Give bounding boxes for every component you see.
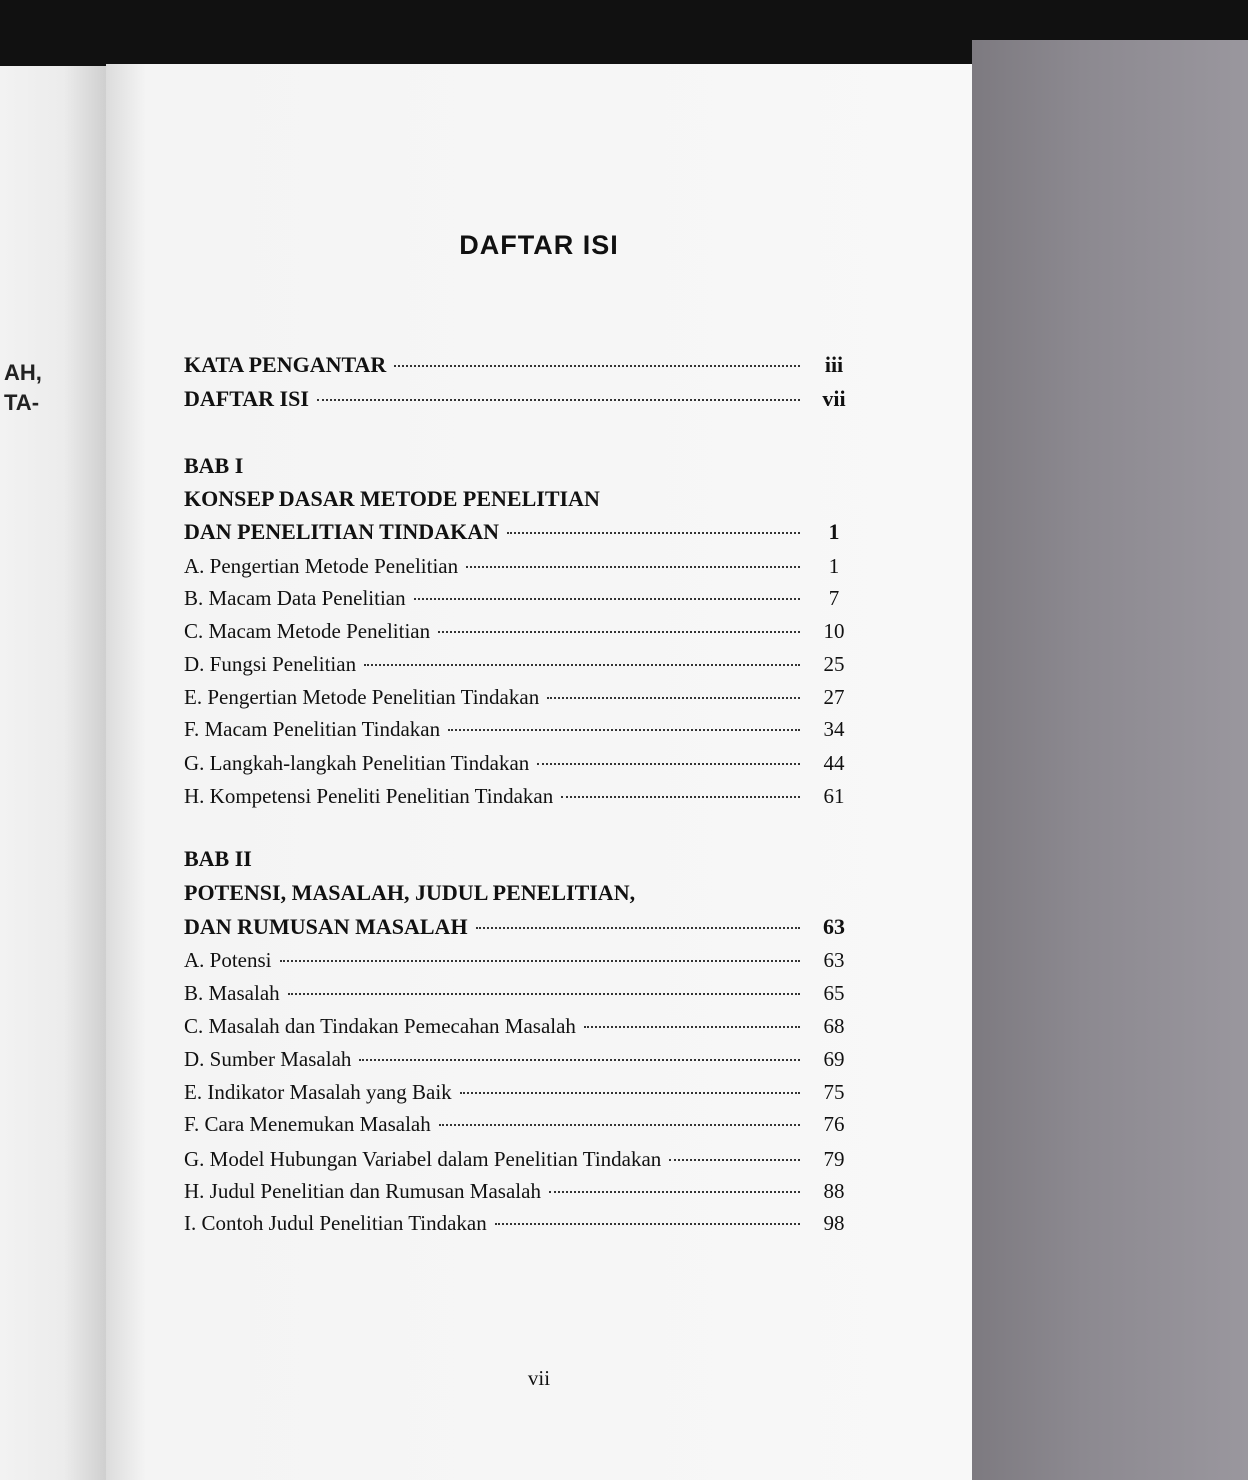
chapter-title-line2: DAN RUMUSAN MASALAH (184, 914, 468, 939)
dot-leader (669, 1159, 800, 1161)
toc-entry (184, 784, 860, 809)
toc-page-number: 63 (823, 948, 845, 972)
toc-page-number: 34 (823, 717, 845, 741)
toc-label: E. Indikator Masalah yang Baik (184, 1080, 452, 1104)
toc-label: D. Sumber Masalah (184, 1047, 352, 1071)
dot-leader (280, 960, 800, 962)
dot-leader (439, 1124, 800, 1126)
dot-leader (466, 566, 800, 568)
left-page-edge (0, 66, 106, 1480)
toc-entry (184, 1147, 860, 1172)
toc-entry (184, 586, 860, 611)
chapter-label: BAB II (184, 846, 252, 871)
toc-page-number: 63 (823, 914, 845, 939)
toc-page-number: 27 (823, 685, 845, 709)
chapter-label: BAB I (184, 453, 244, 478)
dot-leader (549, 1191, 800, 1193)
toc-page-number: 69 (823, 1047, 845, 1071)
toc-label: H. Judul Penelitian dan Rumusan Masalah (184, 1179, 541, 1203)
toc-label: B. Masalah (184, 981, 280, 1005)
toc-entry-kata-pengantar (184, 352, 860, 378)
page-title: DAFTAR ISI (459, 230, 619, 260)
chapter-title-entry (184, 914, 860, 940)
toc-entry (184, 1179, 860, 1204)
toc-entry (184, 981, 860, 1006)
toc-page-number: vii (822, 386, 846, 411)
toc-entry (184, 948, 860, 973)
dot-leader (460, 1092, 800, 1094)
toc-entry (184, 1014, 860, 1039)
dot-leader (288, 993, 800, 995)
toc-label: C. Macam Metode Penelitian (184, 619, 431, 643)
toc-label: B. Macam Data Penelitian (184, 586, 406, 610)
toc-entry (184, 717, 860, 742)
toc-entry (184, 619, 860, 644)
toc-entry-daftar-isi (184, 386, 860, 412)
toc-label: KATA PENGANTAR (184, 352, 387, 377)
toc-page-number: 1 (828, 519, 840, 544)
toc-page-number: iii (824, 352, 844, 377)
toc-entry (184, 1080, 860, 1105)
chapter-title-line2: DAN PENELITIAN TINDAKAN (184, 519, 499, 544)
toc-label: A. Pengertian Metode Penelitian (184, 554, 459, 578)
chapter-title: POTENSI, MASALAH, JUDUL PENELITIAN, (184, 880, 636, 905)
dot-leader (317, 399, 800, 401)
toc-page-number: 88 (823, 1179, 845, 1203)
toc-page-number: 79 (823, 1147, 845, 1171)
toc-label: E. Pengertian Metode Penelitian Tindakan (184, 685, 540, 709)
right-background (972, 40, 1248, 1480)
toc-label: F. Macam Penelitian Tindakan (184, 717, 441, 741)
chapter-title-entry (184, 519, 860, 545)
dot-leader (507, 532, 800, 534)
toc-page-number: 7 (828, 586, 840, 610)
dot-leader (414, 598, 800, 600)
dot-leader (537, 763, 800, 765)
dot-leader (561, 796, 800, 798)
toc-page-number: 10 (823, 619, 845, 643)
toc-page-number: 98 (823, 1211, 845, 1235)
toc-entry (184, 1211, 860, 1236)
left-page-fragment (4, 358, 42, 418)
toc-label: F. Cara Menemukan Masalah (184, 1112, 431, 1136)
toc-label: G. Model Hubungan Variabel dalam Penelitian Tindakan (184, 1147, 662, 1171)
toc-page-number: 65 (823, 981, 845, 1005)
dot-leader (547, 697, 800, 699)
toc-label: D. Fungsi Penelitian (184, 652, 357, 676)
toc-entry (184, 652, 860, 677)
page-number: vii (527, 1366, 551, 1390)
toc-page-number: 1 (828, 554, 840, 578)
toc-entry (184, 1112, 860, 1137)
toc-entry (184, 554, 860, 579)
dot-leader (448, 729, 800, 731)
toc-entry (184, 1047, 860, 1072)
toc-page-number: 61 (823, 784, 845, 808)
toc-label: A. Potensi (184, 948, 272, 972)
dot-leader (476, 927, 800, 929)
toc-label: I. Contoh Judul Penelitian Tindakan (184, 1211, 487, 1235)
toc-page-number: 68 (823, 1014, 845, 1038)
toc-entry (184, 751, 860, 776)
toc-label: C. Masalah dan Tindakan Pemecahan Masalah (184, 1014, 576, 1038)
dot-leader (438, 631, 800, 633)
toc-entry (184, 685, 860, 710)
toc-label: DAFTAR ISI (184, 386, 309, 411)
dot-leader (584, 1026, 800, 1028)
toc-page-number: 75 (823, 1080, 845, 1104)
chapter-title: KONSEP DASAR METODE PENELITIAN (184, 486, 600, 511)
dot-leader (364, 664, 800, 666)
dot-leader (495, 1223, 800, 1225)
left-fragment-line: TA- (4, 390, 40, 415)
left-fragment-line: AH, (4, 360, 42, 385)
toc-page (106, 64, 972, 1480)
toc-label: G. Langkah-langkah Penelitian Tindakan (184, 751, 530, 775)
toc-page-number: 44 (823, 751, 845, 775)
toc-page-number: 76 (823, 1112, 845, 1136)
dot-leader (394, 365, 800, 367)
dot-leader (359, 1059, 800, 1061)
toc-page-number: 25 (823, 652, 845, 676)
toc-label: H. Kompetensi Peneliti Penelitian Tindakan (184, 784, 554, 808)
